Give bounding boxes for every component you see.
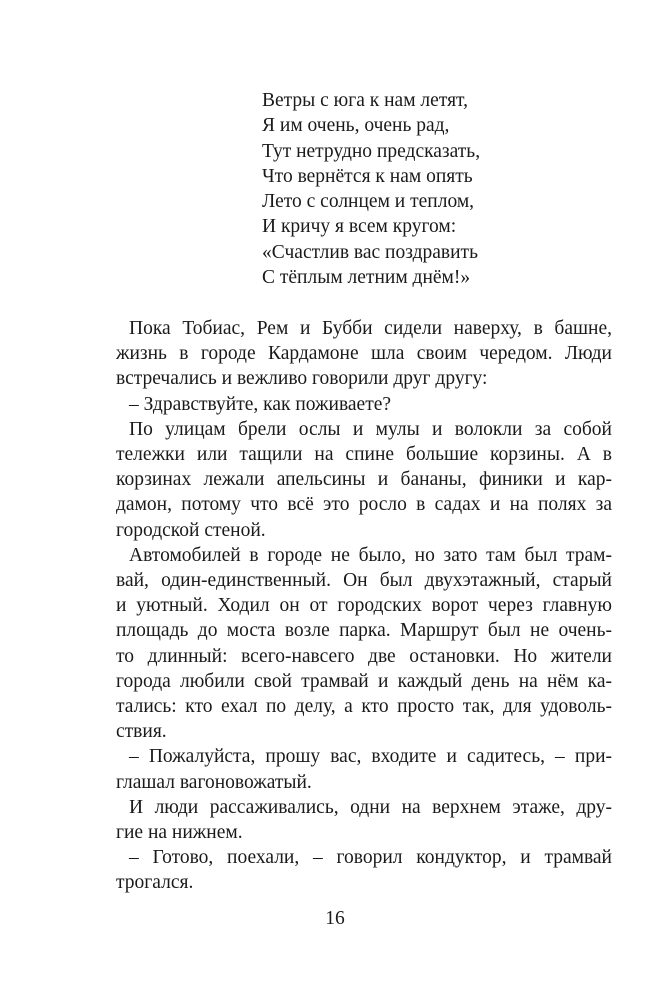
poem-line: С тёплым летним днём!» bbox=[262, 267, 471, 289]
text-line: Автомобилей в городе не было, но зато там был трам- bbox=[129, 544, 612, 566]
text-line: и уютный. Ходил он от городских ворот через главную bbox=[116, 595, 612, 617]
text-line: Пока Тобиас, Рем и Бубби сидели наверху, в башне, bbox=[129, 318, 612, 339]
text-line: тались: кто ехал по делу, а кто просто так, для удоволь- bbox=[116, 696, 612, 718]
poem-line: И кричу я всем кругом: bbox=[262, 216, 457, 238]
text-line: трогался. bbox=[116, 872, 194, 894]
text-line: гие на нижнем. bbox=[116, 822, 243, 844]
dialogue-line: – Готово, поехали, – говорил кондуктор, и трамвай bbox=[129, 847, 612, 869]
text-line: тележки или тащили на спине большие корзины. А в bbox=[116, 444, 612, 466]
poem-line: Тут нетрудно предсказать, bbox=[262, 140, 481, 162]
text-line: городской стеной. bbox=[116, 519, 266, 541]
text-line: ствия. bbox=[116, 721, 167, 743]
text-line: глашал вагоновожатый. bbox=[116, 771, 312, 793]
dialogue-line: – Пожалуйста, прошу вас, входите и садитесь, – при- bbox=[129, 746, 612, 768]
text-line: дамон, потому что всё это росло в садах и на полях за bbox=[116, 494, 612, 516]
text-line: корзинах лежали апельсины и бананы, финики и кар- bbox=[116, 469, 612, 491]
poem-line: Я им очень, очень рад, bbox=[262, 115, 450, 137]
text-line: вай, один-единственный. Он был двухэтажный, старый bbox=[116, 570, 612, 592]
poem-line: Что вернётся к нам опять bbox=[262, 165, 473, 187]
poem-line: «Счастлив вас поздравить bbox=[262, 241, 478, 263]
poem-line: Ветры с юга к нам летят, bbox=[262, 90, 468, 111]
poem-line: Лето с солнцем и теплом, bbox=[262, 191, 475, 213]
text-line: города любили свой трамвай и каждый день на нём ка- bbox=[116, 670, 612, 692]
dialogue-line: – Здравствуйте, как поживаете? bbox=[129, 393, 392, 415]
text-line: встречались и вежливо говорили друг другу: bbox=[116, 368, 488, 390]
text-line: то длинный: всего-навсего две остановки. Но жители bbox=[116, 645, 612, 667]
text-line: жизнь в городе Кардамоне шла своим чередом. Люди bbox=[116, 343, 612, 365]
text-line: площадь до моста возле парка. Маршрут был не очень- bbox=[116, 620, 612, 642]
poem bbox=[262, 88, 480, 290]
text-line: По улицам брели ослы и мулы и волокли за собой bbox=[129, 418, 612, 440]
text-line: И люди рассаживались, одни на верхнем этаже, дру- bbox=[129, 796, 612, 818]
page-number: 16 bbox=[325, 908, 345, 929]
prose-body bbox=[116, 316, 612, 896]
